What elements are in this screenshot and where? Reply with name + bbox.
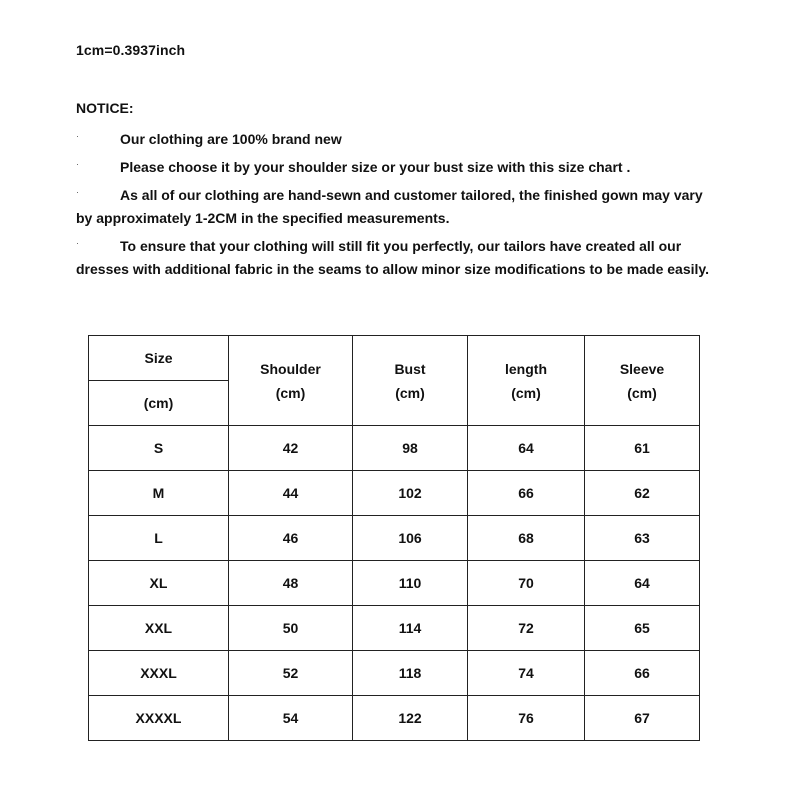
size-unit-header: (cm) — [89, 381, 229, 426]
length-cell: 72 — [468, 606, 585, 651]
length-cell: 64 — [468, 426, 585, 471]
length-cell: 76 — [468, 696, 585, 741]
shoulder-cell: 52 — [229, 651, 353, 696]
notice-item — [76, 156, 716, 179]
table-row — [89, 606, 700, 651]
column-unit: (cm) — [627, 384, 657, 401]
size-cell: XXXXL — [89, 696, 229, 741]
length-header — [468, 336, 585, 426]
sleeve-cell: 63 — [585, 516, 700, 561]
size-cell: XXL — [89, 606, 229, 651]
sleeve-cell: 62 — [585, 471, 700, 516]
table-row — [89, 471, 700, 516]
bust-cell: 98 — [353, 426, 468, 471]
shoulder-cell: 54 — [229, 696, 353, 741]
notice-text: Our clothing are 100% brand new — [120, 131, 342, 147]
sleeve-cell: 64 — [585, 561, 700, 606]
sleeve-header — [585, 336, 700, 426]
table-header-row — [89, 336, 700, 381]
notice-item — [76, 128, 716, 151]
size-cell: L — [89, 516, 229, 561]
sleeve-cell: 67 — [585, 696, 700, 741]
table-row — [89, 561, 700, 606]
bullet-icon: · — [76, 131, 79, 141]
bust-cell: 118 — [353, 651, 468, 696]
bust-cell: 122 — [353, 696, 468, 741]
column-unit: (cm) — [511, 384, 541, 401]
length-cell: 74 — [468, 651, 585, 696]
length-cell: 66 — [468, 471, 585, 516]
bust-header — [353, 336, 468, 426]
conversion-note: 1cm=0.3937inch — [76, 42, 186, 58]
shoulder-cell: 46 — [229, 516, 353, 561]
shoulder-cell: 42 — [229, 426, 353, 471]
column-unit: (cm) — [395, 384, 425, 401]
length-cell: 70 — [468, 561, 585, 606]
shoulder-cell: 50 — [229, 606, 353, 651]
sleeve-cell: 66 — [585, 651, 700, 696]
column-label: Sleeve — [619, 360, 665, 377]
notice-text: To ensure that your clothing will still fit you perfectly, our tailors have created all our dresses with additional fabric in the seams to allow minor size modifications to be made easily. — [76, 238, 710, 277]
size-cell: XL — [89, 561, 229, 606]
bust-cell: 110 — [353, 561, 468, 606]
bust-cell: 114 — [353, 606, 468, 651]
shoulder-cell: 44 — [229, 471, 353, 516]
sleeve-cell: 65 — [585, 606, 700, 651]
sleeve-cell: 61 — [585, 426, 700, 471]
column-unit: (cm) — [275, 384, 306, 401]
size-cell: M — [89, 471, 229, 516]
notice-list — [76, 128, 716, 286]
bullet-icon: · — [76, 187, 79, 197]
column-label: Bust — [394, 360, 426, 377]
table-row — [89, 516, 700, 561]
table-row — [89, 696, 700, 741]
bust-cell: 102 — [353, 471, 468, 516]
column-label: Shoulder — [260, 360, 321, 377]
notice-text: As all of our clothing are hand-sewn and customer tailored, the finished gown may vary by approximately 1-2CM in the specified measurements. — [76, 187, 703, 226]
notice-heading: NOTICE: — [76, 100, 134, 116]
size-cell: S — [89, 426, 229, 471]
bullet-icon: · — [76, 159, 79, 169]
column-label: length — [505, 360, 547, 377]
size-chart-table — [88, 335, 700, 741]
length-cell: 68 — [468, 516, 585, 561]
notice-item — [76, 184, 716, 230]
table-row — [89, 426, 700, 471]
shoulder-header — [229, 336, 353, 426]
size-cell: XXXL — [89, 651, 229, 696]
notice-item — [76, 235, 716, 281]
size-header: Size — [89, 336, 229, 381]
table-row — [89, 651, 700, 696]
notice-text: Please choose it by your shoulder size or your bust size with this size chart . — [120, 159, 631, 175]
bullet-icon: · — [76, 238, 79, 248]
shoulder-cell: 48 — [229, 561, 353, 606]
bust-cell: 106 — [353, 516, 468, 561]
